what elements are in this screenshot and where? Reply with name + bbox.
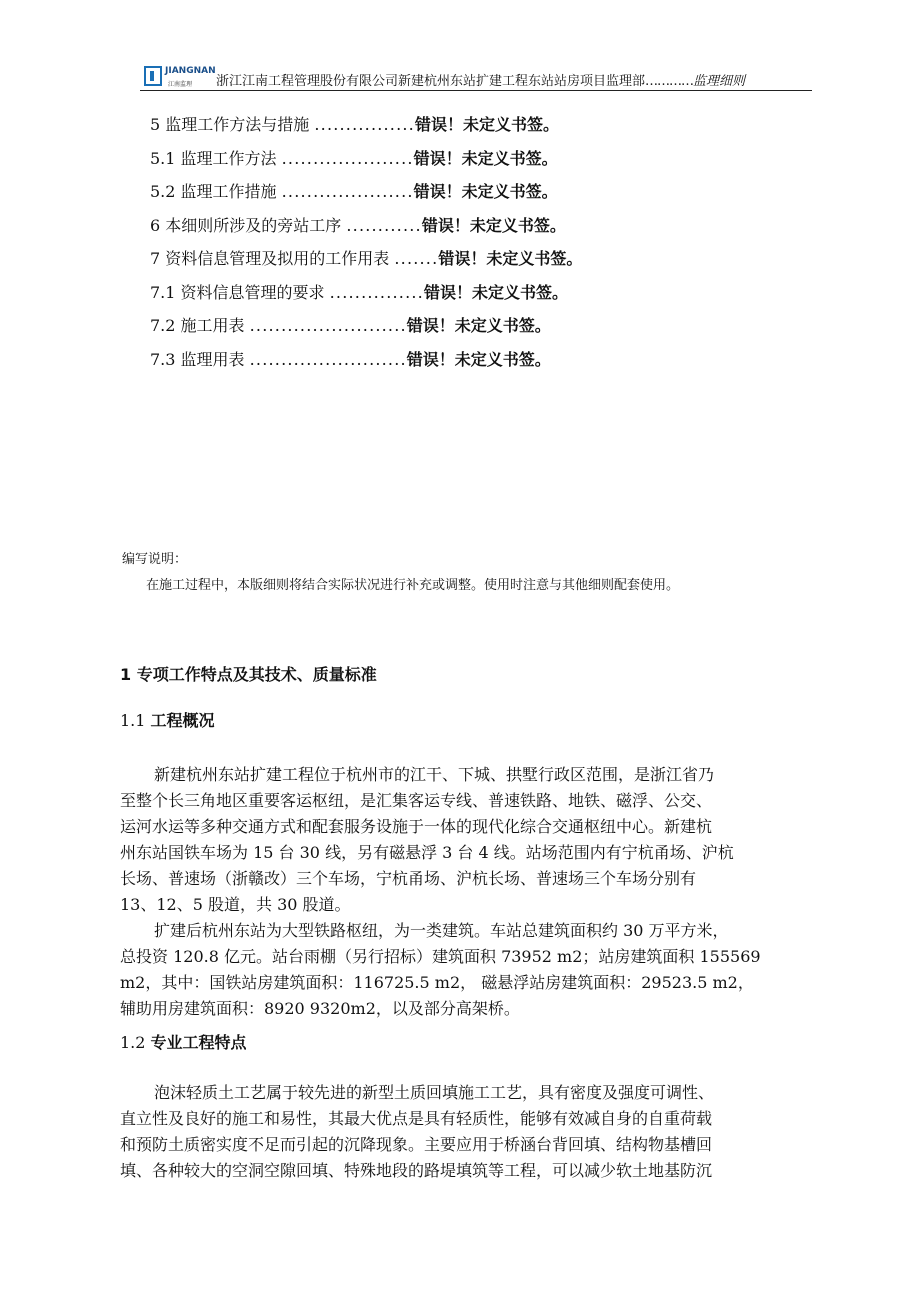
toc-dots: ............ (346, 215, 422, 235)
toc-entry[interactable] (150, 112, 710, 146)
section-title: 专业工程特点 (150, 1033, 247, 1052)
section-heading-1-2 (120, 1030, 247, 1053)
note-body: 在施工过程中，本版细则将结合实际状况进行补充或调整。使用时注意与其他细则配套使用。 (146, 578, 680, 593)
toc-dots: ......................... (249, 349, 407, 369)
toc-error-text: 错误！未定义书签。 (421, 215, 566, 235)
text-line: 至整个长三角地区重要客运枢纽，是汇集客运专线、普速铁路、地铁、磁浮、公交、 (120, 791, 713, 810)
toc-entry[interactable] (150, 313, 710, 347)
toc-entry[interactable] (150, 347, 710, 381)
toc-error-text: 错误！未定义书签。 (413, 182, 558, 201)
toc-error-text: 错误！未定义书签。 (414, 115, 559, 134)
text-line: 州东站国铁车场为 15 台 30 线，另有磁悬浮 3 台 4 线。站场范围内有宁杭甬场、沪杭 (120, 843, 734, 862)
paragraph-features (120, 1080, 810, 1184)
toc-error-text: 错误！未定义书签。 (406, 349, 551, 369)
toc-label: 5.1 监理工作方法 (150, 148, 277, 168)
section-title: 工程概况 (150, 711, 215, 730)
company-logo (144, 66, 216, 88)
page-header (140, 64, 812, 91)
note-title: 编写说明： (122, 552, 188, 567)
toc-dots: ................ (314, 115, 415, 134)
table-of-contents (150, 112, 710, 380)
section-number: 1.1 (120, 711, 146, 730)
toc-error-text: 错误！未定义书签。 (413, 148, 558, 168)
toc-label: 5 监理工作方法与措施 (150, 115, 310, 134)
paragraph-overview-1 (120, 762, 810, 918)
toc-dots: ......................... (249, 316, 407, 335)
paragraph-overview-2 (120, 918, 810, 1022)
toc-label: 6 本细则所涉及的旁站工序 (150, 215, 342, 235)
toc-entry[interactable] (150, 280, 710, 314)
toc-dots: ............... (329, 282, 424, 302)
text-line: 辅助用房建筑面积：8920 9320m2，以及部分高架桥。 (120, 999, 520, 1018)
text-line: 13、12、5 股道，共 30 股道。 (120, 895, 351, 914)
text-line: 总投资 120.8 亿元。站台雨棚（另行招标）建筑面积 73952 m2；站房建筑面积 155569 (120, 947, 761, 966)
toc-error-text: 错误！未定义书签。 (423, 282, 568, 302)
text-line: 长场、普速场（浙赣改）三个车场，宁杭甬场、沪杭长场、普速场三个车场分别有 (120, 869, 697, 888)
logo-mark-icon (144, 66, 162, 86)
text-line: 直立性及良好的施工和易性，其最大优点是具有轻质性，能够有效减自身的自重荷载 (120, 1109, 713, 1128)
logo-subtext: 江南监理 (168, 81, 193, 88)
section-number: 1.2 (120, 1033, 146, 1052)
header-doc-type: 监理细则 (693, 74, 746, 89)
text-line: 填、各种较大的空洞空隙回填、特殊地段的路堤填筑等工程，可以减少软土地基防沉 (120, 1161, 713, 1180)
toc-label: 7.2 施工用表 (150, 316, 245, 335)
section-heading-1-1 (120, 708, 215, 731)
section-heading-1: 1 专项工作特点及其技术、质量标准 (120, 665, 377, 684)
toc-error-text: 错误！未定义书签。 (406, 316, 551, 335)
header-title-line (216, 70, 745, 89)
toc-dots: ....... (394, 249, 439, 268)
header-title: 浙江江南工程管理股份有限公司新建杭州东站扩建工程东站站房项目监理部 (216, 74, 646, 89)
logo-text: JIANGNAN (165, 66, 216, 76)
toc-entry[interactable] (150, 146, 710, 180)
text-line: 扩建后杭州东站为大型铁路枢纽，为一类建筑。车站总建筑面积约 30 万平方米， (154, 921, 729, 940)
toc-label: 7.3 监理用表 (150, 349, 245, 369)
toc-label: 7.1 资料信息管理的要求 (150, 282, 325, 302)
toc-dots: ..................... (281, 148, 414, 168)
toc-dots: ..................... (281, 182, 414, 201)
text-line: m2，其中：国铁站房建筑面积：116725.5 m2， 磁悬浮站房建筑面积：29523.5 m2， (120, 973, 754, 992)
toc-entry[interactable] (150, 213, 710, 247)
toc-label: 7 资料信息管理及拟用的工作用表 (150, 249, 390, 268)
text-line: 新建杭州东站扩建工程位于杭州市的江干、下城、拱墅行政区范围，是浙江省乃 (154, 765, 715, 784)
text-line: 运河水运等多种交通方式和配套服务设施于一体的现代化综合交通枢纽中心。新建杭 (120, 817, 713, 836)
toc-entry[interactable] (150, 246, 710, 280)
toc-error-text: 错误！未定义书签。 (438, 249, 583, 268)
text-line: 泡沫轻质土工艺属于较先进的新型土质回填施工工艺，具有密度及强度可调性、 (154, 1083, 715, 1102)
header-dots: ………… (645, 74, 694, 89)
toc-entry[interactable] (150, 179, 710, 213)
text-line: 和预防土质密实度不足而引起的沉降现象。主要应用于桥涵台背回填、结构物基槽回 (120, 1135, 713, 1154)
toc-label: 5.2 监理工作措施 (150, 182, 277, 201)
